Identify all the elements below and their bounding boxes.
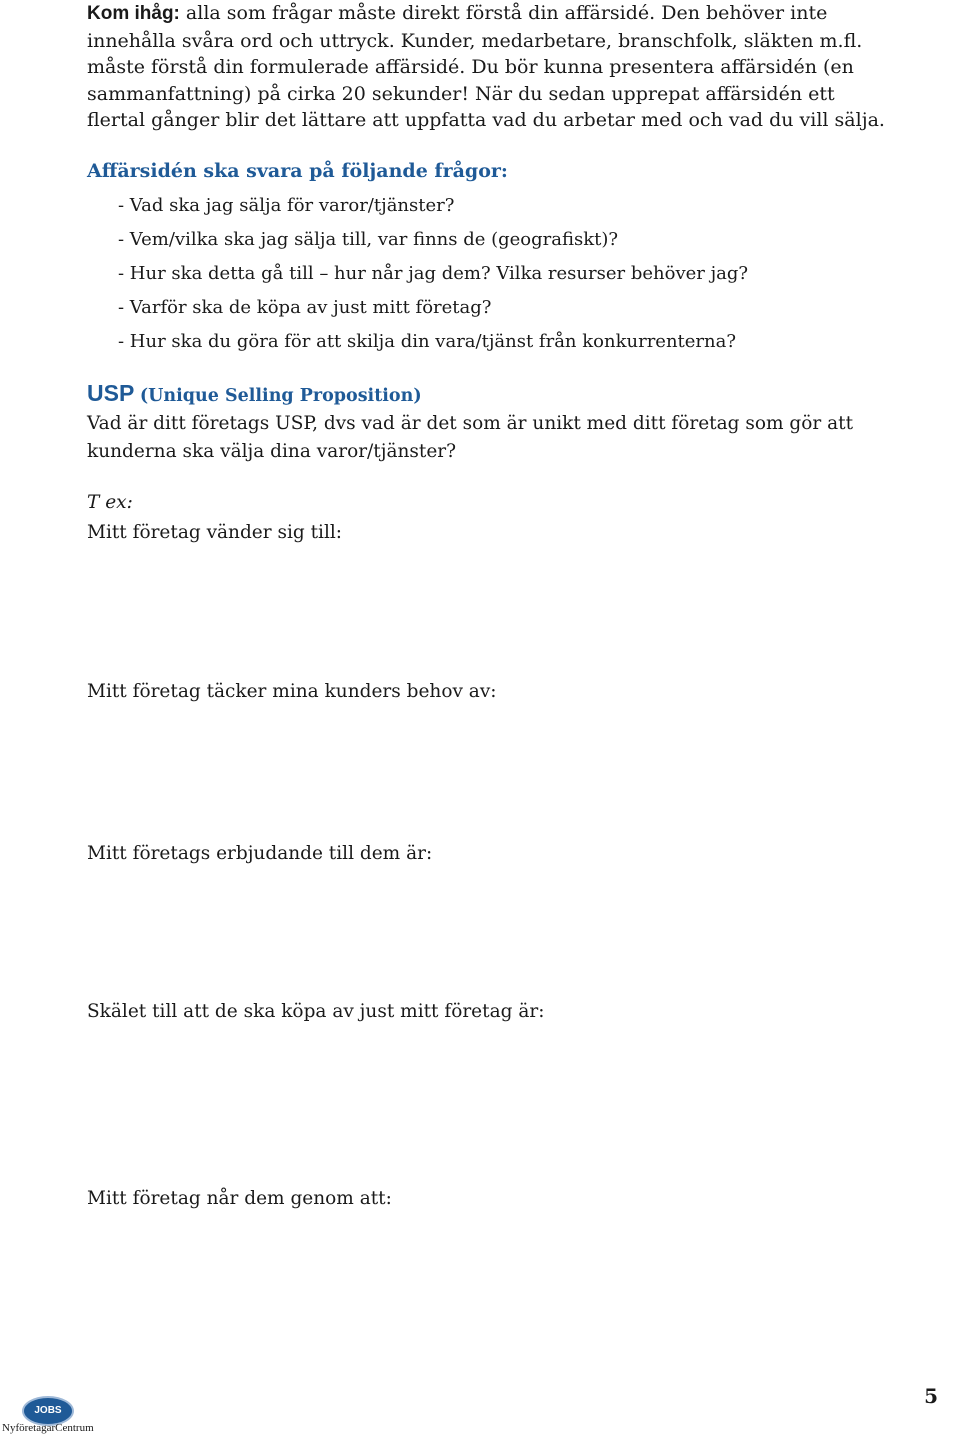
question-item: - Hur ska detta gå till – hur når jag dem? Vilka resurser behöver jag? [118,263,749,284]
intro-paragraph [87,0,887,134]
question-item: - Varför ska de köpa av just mitt företag? [118,297,492,318]
prompt-target-customers: Mitt företag vänder sig till: [87,522,343,543]
usp-heading [87,380,422,407]
example-label: T ex: [87,492,133,513]
logo-word: JOBS [34,1405,62,1416]
intro-text: alla som frågar måste direkt förstå din affärsidé. Den behöver inte innehålla svåra ord och uttryck. Kunder, medarbetare, branschfolk, släkten m.fl. måste förstå din formulerade affärsidé. Du bör kunna presentera affärsidén (en sammanfattning) på cirka 20 sekunder! När du sedan upprepat affärsidén ett flertal gånger blir det lättare att uppfatta vad du arbetar med och vad du vill sälja. [87,2,885,131]
question-item: - Vad ska jag sälja för varor/tjänster? [118,195,455,216]
question-item: - Vem/vilka ska jag sälja till, var finns de (geografiskt)? [118,229,619,250]
intro-bold-label: Kom ihåg: [87,3,180,24]
page-number: 5 [924,1384,938,1408]
usp-description: Vad är ditt företags USP, dvs vad är det som är unikt med ditt företag som gör att kunderna ska välja dina varor/tjänster? [87,413,854,462]
questions-heading: Affärsidén ska svara på följande frågor: [87,160,508,182]
prompt-offer: Mitt företags erbjudande till dem är: [87,843,433,864]
usp-subtitle: (Unique Selling Proposition) [139,386,422,406]
prompt-reach: Mitt företag når dem genom att: [87,1188,392,1209]
nyforetagarcentrum-logo [0,1392,100,1436]
prompt-customer-needs: Mitt företag täcker mina kunders behov av: [87,681,497,702]
question-item: - Hur ska du göra för att skilja din vara/tjänst från konkurrenterna? [118,331,737,352]
usp-title: USP [87,380,135,406]
logo-text: NyföretagarCentrum [2,1422,94,1434]
questions-list [118,192,748,362]
prompt-reason-to-buy: Skälet till att de ska köpa av just mitt företag är: [87,1001,545,1022]
